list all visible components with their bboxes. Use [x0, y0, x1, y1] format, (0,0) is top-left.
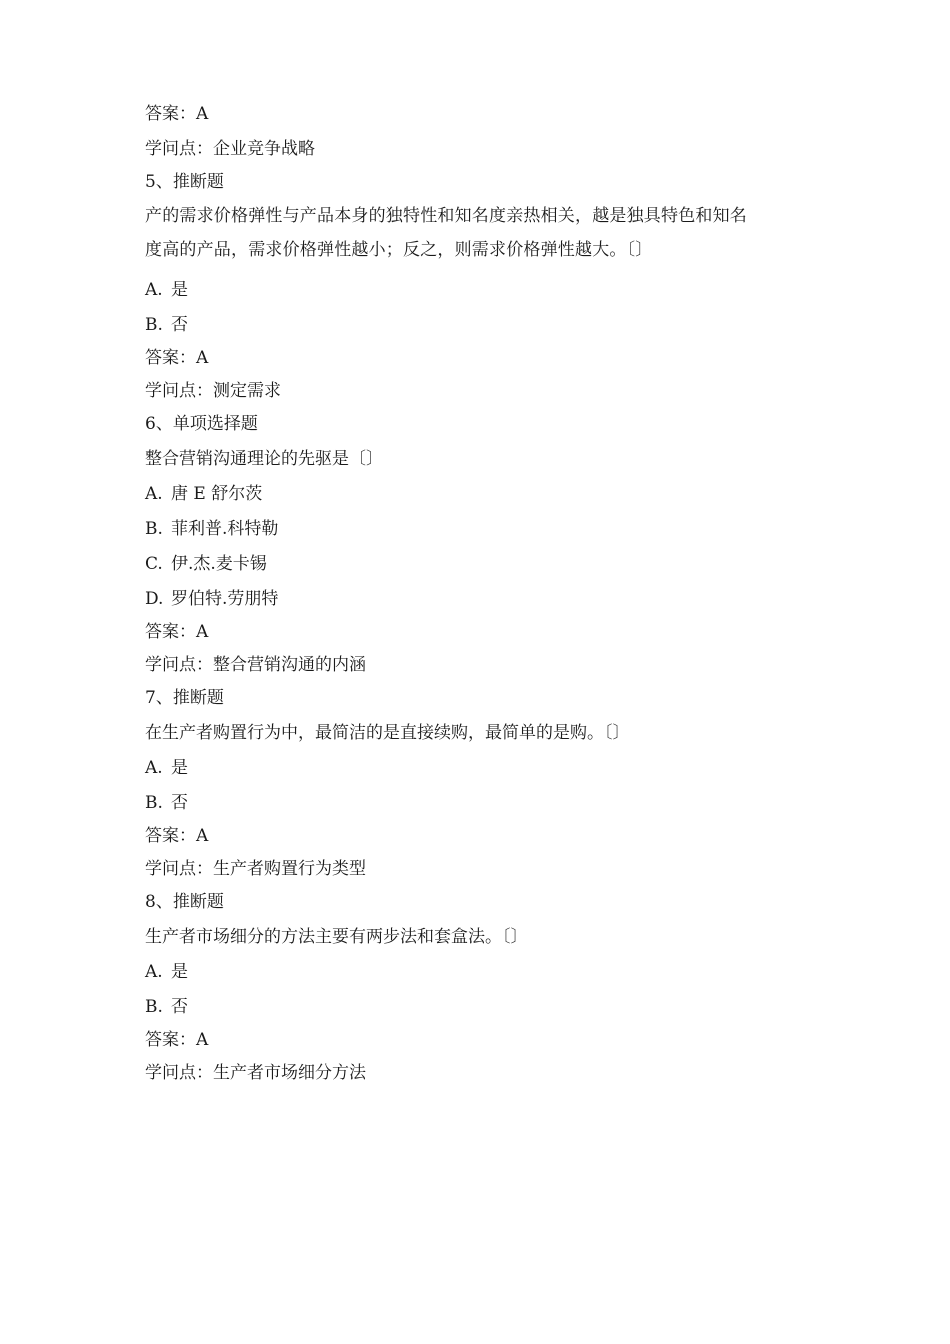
option-letter: A.: [145, 484, 163, 504]
q6-stem: 整合营销沟通理论的先驱是〔〕: [145, 449, 383, 469]
q5-stem-line2: 度高的产品，需求价格弹性越小；反之，则需求价格弹性越大。〔〕: [145, 240, 653, 260]
option-text: 否: [171, 997, 188, 1017]
q5-stem-line1: 产的需求价格弹性与产品本身的独特性和知名度亲热相关，越是独具特色和知名: [145, 206, 747, 226]
option-text: 否: [171, 793, 188, 813]
q8-stem: 生产者市场细分的方法主要有两步法和套盒法。〔〕: [145, 927, 528, 947]
q4-knowledge-point: 学问点：企业竞争战略: [145, 139, 315, 159]
option-text: 是: [171, 962, 188, 982]
q7-option-a: [145, 756, 825, 780]
option-letter: B.: [145, 315, 163, 335]
option-letter: B.: [145, 793, 163, 813]
q7-answer: 答案：A: [145, 826, 209, 846]
option-letter: D.: [145, 589, 164, 609]
q7-stem: 在生产者购置行为中，最简洁的是直接续购，最简单的是购。〔〕: [145, 723, 630, 743]
option-text: 伊.杰.麦卡锡: [171, 554, 267, 574]
q8-knowledge-point: 学问点：生产者市场细分方法: [145, 1063, 366, 1083]
q6-header: 6、单项选择题: [145, 414, 258, 434]
q7-option-b: [145, 791, 825, 815]
option-letter: A.: [145, 758, 163, 778]
option-letter: B.: [145, 519, 163, 539]
option-letter: B.: [145, 997, 163, 1017]
option-text: 是: [171, 280, 188, 300]
option-text: 罗伯特.劳朋特: [171, 589, 279, 609]
q8-header: 8、推断题: [145, 892, 224, 912]
q5-header: 5、推断题: [145, 172, 224, 192]
q5-option-a: [145, 278, 825, 302]
option-text: 否: [171, 315, 188, 335]
q6-option-a: [145, 482, 825, 506]
q8-option-b: [145, 995, 825, 1019]
option-letter: A.: [145, 962, 163, 982]
q4-answer: 答案：A: [145, 104, 209, 124]
option-text: 唐 E 舒尔茨: [171, 484, 263, 504]
q7-header: 7、推断题: [145, 688, 224, 708]
option-text: 菲利普.科特勒: [171, 519, 279, 539]
q6-option-b: [145, 517, 825, 541]
q6-answer: 答案：A: [145, 622, 209, 642]
q6-option-c: [145, 552, 825, 576]
q6-knowledge-point: 学问点：整合营销沟通的内涵: [145, 655, 366, 675]
option-letter: C.: [145, 554, 163, 574]
option-letter: A.: [145, 280, 163, 300]
q5-answer: 答案：A: [145, 348, 209, 368]
q6-option-d: [145, 587, 825, 611]
document-page: [145, 102, 825, 1085]
q8-answer: 答案：A: [145, 1030, 209, 1050]
q7-knowledge-point: 学问点：生产者购置行为类型: [145, 859, 366, 879]
q5-option-b: [145, 313, 825, 337]
option-text: 是: [171, 758, 188, 778]
q8-option-a: [145, 960, 825, 984]
q5-knowledge-point: 学问点：测定需求: [145, 381, 281, 401]
